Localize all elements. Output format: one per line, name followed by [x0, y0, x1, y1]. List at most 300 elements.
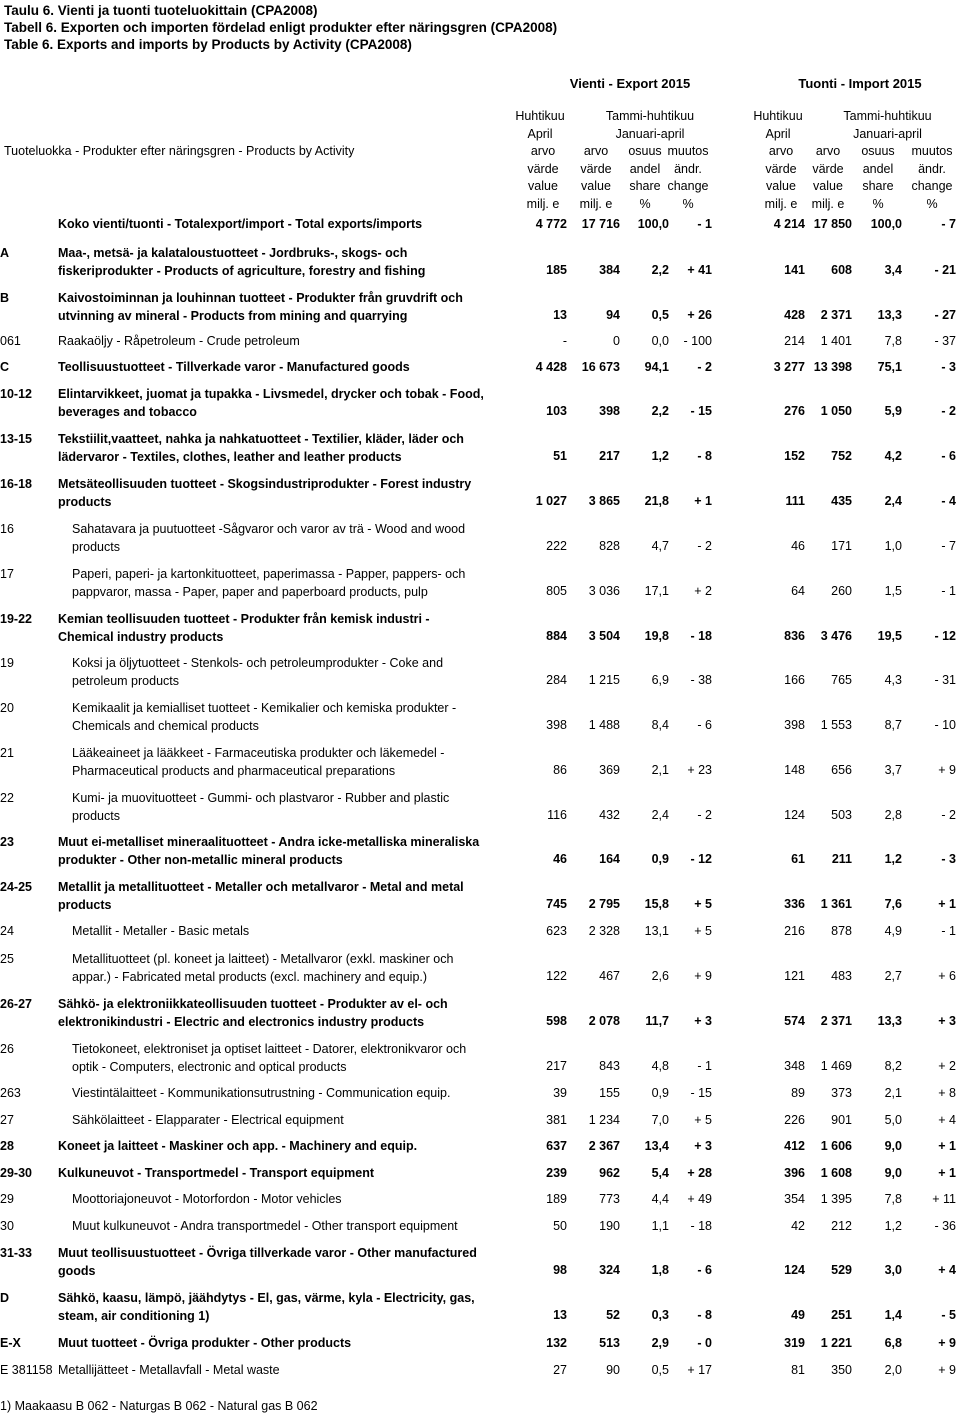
- row-value: 962: [599, 1166, 620, 1180]
- row-value: 348: [784, 1059, 805, 1073]
- row-value: 435: [831, 494, 852, 508]
- row-value: 2,2: [651, 404, 669, 418]
- row-value: + 4: [938, 1263, 956, 1277]
- row-value: 217: [546, 1059, 567, 1073]
- row-value: + 23: [687, 763, 712, 777]
- row-value: - 2: [697, 808, 712, 822]
- row-value: 103: [546, 404, 567, 418]
- export-month-header-line: April: [527, 126, 553, 141]
- row-value: 49: [791, 1308, 805, 1322]
- row-value: 1 027: [535, 494, 567, 508]
- row-value: 2 367: [588, 1139, 620, 1153]
- row-value: 116: [547, 808, 567, 822]
- row-value: 3,7: [884, 763, 902, 777]
- row-label: Sähkö, kaasu, lämpö, jäähdytys - El, gas, värme, kyla - Electricity, gas, steam, air conditioning 1): [58, 1291, 475, 1323]
- col-header-line: change: [911, 179, 953, 193]
- row-value: 513: [599, 1336, 620, 1350]
- export-month-header: [510, 108, 570, 143]
- row-code: E 381158: [0, 1363, 53, 1377]
- col-header-line: värde: [527, 161, 559, 176]
- row-label: Koko vienti/tuonti - Totalexport/import - Total exports/imports: [58, 217, 423, 231]
- row-value: 3 277: [773, 360, 805, 374]
- row-label: Metsäteollisuuden tuotteet - Skogsindustriprodukter - Forest industry products: [58, 477, 472, 509]
- footnote: 1) Maakaasu B 062 - Naturgas B 062 - Natural gas B 062: [0, 1399, 318, 1413]
- row-value: 8,2: [884, 1059, 902, 1073]
- row-value: 9,0: [884, 1166, 902, 1180]
- row-value: 16 673: [581, 360, 620, 374]
- row-value: + 5: [694, 1113, 712, 1127]
- row-value: - 8: [697, 1308, 712, 1322]
- row-value: 121: [784, 969, 805, 983]
- row-value: 42: [791, 1219, 805, 1233]
- row-value: 656: [831, 763, 852, 777]
- row-code: 29: [0, 1192, 14, 1206]
- row-value: + 41: [687, 263, 712, 277]
- row-value: 1 221: [820, 1336, 852, 1350]
- col-header-line: value: [581, 179, 611, 193]
- row-label: Muut teollisuustuotteet - Övriga tillverkade varor - Other manufactured goods: [58, 1246, 477, 1278]
- row-value: 98: [553, 1263, 567, 1277]
- row-code: 28: [0, 1139, 14, 1153]
- row-value: 2,4: [651, 808, 669, 822]
- col-header-line: värde: [765, 161, 797, 176]
- row-header: Tuoteluokka - Produkter efter näringsgren - Products by Activity: [4, 144, 355, 158]
- row-value: 1,2: [884, 852, 902, 866]
- row-value: - 8: [697, 449, 712, 463]
- row-value: + 1: [938, 1166, 956, 1180]
- row-value: - 5: [941, 1308, 956, 1322]
- row-code: 13-15: [0, 432, 32, 446]
- row-value: 0,9: [651, 852, 669, 866]
- row-code: 24: [0, 924, 14, 938]
- col-header-line: värde: [580, 161, 612, 176]
- row-value: 608: [831, 263, 852, 277]
- row-value: 2,6: [651, 969, 669, 983]
- row-value: - 21: [934, 263, 956, 277]
- row-value: 1 606: [820, 1139, 852, 1153]
- row-value: 4 214: [773, 217, 805, 231]
- row-value: 396: [784, 1166, 805, 1180]
- table-titles: [4, 2, 557, 53]
- row-value: - 15: [690, 404, 712, 418]
- row-value: + 28: [687, 1166, 712, 1180]
- row-value: 61: [791, 852, 805, 866]
- change-col-header: [658, 143, 718, 213]
- row-value: 50: [553, 1219, 567, 1233]
- row-value: 21,8: [644, 494, 669, 508]
- row-value: 164: [599, 852, 620, 866]
- row-value: 122: [546, 969, 567, 983]
- row-value: 319: [784, 1336, 805, 1350]
- row-label: Lääkeaineet ja lääkkeet - Farmaceutiska produkter och läkemedel - Pharmaceutical products and pharmaceutical preparations: [72, 746, 445, 778]
- row-value: - 10: [934, 718, 956, 732]
- row-value: 901: [831, 1113, 852, 1127]
- row-label: Sahatavara ja puutuotteet -Sågvaror och varor av trä - Wood and wood products: [72, 522, 466, 554]
- row-value: + 3: [694, 1014, 712, 1028]
- row-value: 171: [831, 539, 852, 553]
- row-code: 29-30: [0, 1166, 32, 1180]
- row-value: -: [562, 334, 567, 348]
- row-label: Kemikaalit ja kemialliset tuotteet - Kemikalier och kemiska produkter - Chemicals and chemical products: [72, 701, 457, 733]
- row-value: 15,8: [644, 897, 669, 911]
- row-value: - 15: [690, 1086, 712, 1100]
- row-value: 1 215: [588, 673, 620, 687]
- row-value: 152: [784, 449, 805, 463]
- row-value: 1 488: [588, 718, 620, 732]
- import-cum-header-line: Tammi-huhtikuu: [843, 109, 932, 123]
- row-value: 0,3: [651, 1308, 669, 1322]
- row-value: 4,7: [651, 539, 669, 553]
- row-value: 350: [831, 1363, 852, 1377]
- row-value: 336: [784, 897, 805, 911]
- export-cum-header: [580, 108, 720, 143]
- row-value: 2 795: [588, 897, 620, 911]
- row-code: 16-18: [0, 477, 32, 491]
- col-header-line: milj. e: [579, 196, 613, 211]
- row-value: 222: [546, 539, 567, 553]
- col-header-line: change: [667, 179, 709, 193]
- row-value: 5,9: [884, 404, 902, 418]
- row-label: Muut tuotteet - Övriga produkter - Other products: [58, 1336, 352, 1350]
- row-value: 7,0: [651, 1113, 669, 1127]
- row-value: + 4: [938, 1113, 956, 1127]
- row-label: Kulkuneuvot - Transportmedel - Transport equipment: [58, 1166, 375, 1180]
- row-value: 211: [831, 852, 852, 866]
- row-value: 260: [831, 584, 852, 598]
- row-value: 398: [599, 404, 620, 418]
- row-value: 398: [784, 718, 805, 732]
- import-cum-header-line: Januari-april: [853, 126, 922, 141]
- col-header-line: milj. e: [526, 196, 560, 211]
- row-value: 51: [553, 449, 567, 463]
- row-value: 46: [791, 539, 805, 553]
- row-code: 25: [0, 952, 14, 966]
- row-value: 1 395: [820, 1192, 852, 1206]
- title-fi: Taulu 6. Vienti ja tuonti tuoteluokittain (CPA2008): [4, 3, 318, 18]
- row-code: 17: [0, 567, 14, 581]
- row-value: 75,1: [877, 360, 902, 374]
- row-value: 132: [546, 1336, 567, 1350]
- row-value: 373: [831, 1086, 852, 1100]
- row-value: 100,0: [637, 217, 669, 231]
- row-code: 31-33: [0, 1246, 32, 1260]
- col-header-line: osuus: [861, 144, 895, 158]
- row-code: 061: [0, 334, 21, 348]
- row-code: 16: [0, 522, 14, 536]
- row-value: 598: [546, 1014, 567, 1028]
- row-value: - 12: [934, 629, 956, 643]
- row-value: 17 850: [813, 217, 852, 231]
- row-label: Viestintälaitteet - Kommunikationsutrustning - Communication equip.: [72, 1086, 451, 1100]
- row-value: 1 469: [820, 1059, 852, 1073]
- row-value: 2 078: [588, 1014, 620, 1028]
- row-value: 9,0: [884, 1139, 902, 1153]
- row-value: 4 428: [535, 360, 567, 374]
- row-value: 467: [599, 969, 620, 983]
- row-value: + 9: [938, 763, 956, 777]
- row-value: 773: [599, 1192, 620, 1206]
- export-cum-header-line: Januari-april: [615, 126, 685, 141]
- col-header-line: share: [629, 179, 661, 193]
- row-value: + 1: [938, 897, 956, 911]
- row-value: - 1: [941, 924, 956, 938]
- row-value: + 17: [687, 1363, 712, 1377]
- col-header-line: %: [872, 196, 884, 211]
- row-code: 26: [0, 1042, 14, 1056]
- row-value: - 2: [697, 539, 712, 553]
- row-value: + 9: [938, 1363, 956, 1377]
- row-value: 3 865: [588, 494, 620, 508]
- row-label: Metallituotteet (pl. koneet ja laitteet) - Metallvaror (exkl. maskiner och appar.) - Fabricated metal products (excl. machinery and equip.): [72, 952, 454, 984]
- row-value: 1,8: [651, 1263, 669, 1277]
- row-value: - 2: [941, 404, 956, 418]
- col-header-line: värde: [812, 161, 844, 176]
- row-value: 0,5: [651, 1363, 669, 1377]
- row-value: 190: [599, 1219, 620, 1233]
- row-value: 369: [599, 763, 620, 777]
- row-value: 39: [553, 1086, 567, 1100]
- row-value: + 11: [932, 1192, 956, 1206]
- row-value: + 9: [694, 969, 712, 983]
- row-value: 1 608: [820, 1166, 852, 1180]
- row-value: 843: [599, 1059, 620, 1073]
- row-value: 11,7: [645, 1014, 669, 1028]
- row-value: 1,2: [651, 449, 669, 463]
- row-value: + 6: [938, 969, 956, 983]
- row-value: 90: [606, 1363, 620, 1377]
- import-cum-header: [815, 108, 960, 143]
- row-code: 20: [0, 701, 14, 715]
- row-code: 19: [0, 656, 14, 670]
- row-value: - 4: [941, 494, 956, 508]
- row-value: 13: [553, 1308, 567, 1322]
- col-header-line: arvo: [815, 144, 841, 158]
- row-value: 0,5: [651, 308, 669, 322]
- row-value: - 1: [697, 1059, 712, 1073]
- row-value: 3,0: [884, 1263, 902, 1277]
- row-value: 2,1: [651, 763, 669, 777]
- row-label: Koneet ja laitteet - Maskiner och app. - Machinery and equip.: [58, 1139, 418, 1153]
- row-value: 111: [785, 494, 805, 508]
- row-value: - 2: [697, 360, 712, 374]
- row-code: 26-27: [0, 997, 32, 1011]
- import-group-header: Tuonti - Import 2015: [798, 76, 922, 91]
- row-value: - 7: [941, 539, 956, 553]
- row-value: 2,1: [884, 1086, 902, 1100]
- row-value: - 100: [683, 334, 712, 348]
- row-value: 100,0: [870, 217, 902, 231]
- row-code: C: [0, 360, 10, 374]
- row-value: 46: [553, 852, 567, 866]
- share-col-header: [848, 143, 908, 213]
- row-value: 124: [784, 808, 805, 822]
- col-header-line: muutos: [911, 144, 953, 158]
- row-value: 226: [784, 1113, 805, 1127]
- row-value: + 3: [694, 1139, 712, 1153]
- row-value: 432: [599, 808, 620, 822]
- row-value: + 1: [694, 494, 712, 508]
- row-value: - 31: [934, 673, 956, 687]
- row-value: - 27: [934, 308, 956, 322]
- col-header-line: value: [813, 179, 843, 193]
- row-value: 13,1: [644, 924, 669, 938]
- row-value: 2,9: [651, 1336, 669, 1350]
- row-label: Tekstiilit,vaatteet, nahka ja nahkatuotteet - Textilier, kläder, läder och lädervaror - Textiles, clothes, leather and leather products: [58, 432, 464, 464]
- row-value: 4,2: [884, 449, 902, 463]
- col-header-line: %: [682, 196, 694, 211]
- row-value: - 3: [941, 852, 956, 866]
- row-value: 574: [784, 1014, 805, 1028]
- row-value: + 3: [938, 1014, 956, 1028]
- row-value: 745: [546, 897, 567, 911]
- row-value: 0: [613, 334, 620, 348]
- row-value: - 12: [690, 852, 712, 866]
- row-code: 263: [0, 1086, 21, 1100]
- row-value: 19,5: [877, 629, 902, 643]
- row-value: 2,8: [884, 808, 902, 822]
- row-value: + 49: [687, 1192, 712, 1206]
- row-value: 166: [784, 673, 805, 687]
- row-label: Raakaöljy - Råpetroleum - Crude petroleum: [58, 334, 300, 348]
- row-value: 836: [784, 629, 805, 643]
- row-value: 6,8: [884, 1336, 902, 1350]
- row-value: 2 328: [588, 924, 620, 938]
- row-label: Sähkölaitteet - Elapparater - Electrical equipment: [72, 1113, 344, 1127]
- row-label: Teollisuustuotteet - Tillverkade varor - Manufactured goods: [58, 360, 410, 374]
- row-value: 2,4: [884, 494, 902, 508]
- row-value: 52: [606, 1308, 620, 1322]
- row-value: 805: [546, 584, 567, 598]
- row-value: + 2: [694, 584, 712, 598]
- title-en: Table 6. Exports and imports by Products by Activity (CPA2008): [4, 37, 412, 52]
- row-value: 3 036: [588, 584, 620, 598]
- change-col-header: [902, 143, 960, 213]
- row-label: Muut ei-metalliset mineraalituotteet - Andra icke-metalliska mineraliska produkter - Other non-metallic mineral products: [58, 835, 480, 867]
- row-value: - 3: [941, 360, 956, 374]
- col-header-line: arvo: [768, 144, 794, 158]
- row-value: 19,8: [644, 629, 669, 643]
- row-value: - 2: [941, 808, 956, 822]
- row-value: 17 716: [581, 217, 620, 231]
- row-value: 324: [599, 1263, 620, 1277]
- row-label: Moottoriajoneuvot - Motorfordon - Motor vehicles: [72, 1192, 342, 1206]
- row-value: 124: [784, 1263, 805, 1277]
- row-value: 189: [546, 1192, 567, 1206]
- row-value: 637: [546, 1139, 567, 1153]
- row-value: 86: [553, 763, 567, 777]
- row-value: 94: [606, 308, 620, 322]
- row-value: 0,9: [651, 1086, 669, 1100]
- col-header-line: andel: [862, 161, 894, 176]
- row-value: 1,5: [884, 584, 902, 598]
- row-value: 884: [546, 629, 567, 643]
- col-header-line: ändr.: [918, 161, 946, 176]
- row-value: 1 234: [588, 1113, 620, 1127]
- row-value: 4,3: [884, 673, 902, 687]
- row-value: 217: [599, 449, 620, 463]
- export-month-header-line: Huhtikuu: [515, 109, 565, 123]
- row-value: 765: [831, 673, 852, 687]
- row-value: - 6: [941, 449, 956, 463]
- row-value: - 36: [934, 1219, 956, 1233]
- row-value: 89: [791, 1086, 805, 1100]
- row-label: Paperi, paperi- ja kartonkituotteet, paperimassa - Papper, pappers- och pappvaror, massa - Paper, paper and paperboard products, pulp: [72, 567, 466, 599]
- col-header-line: andel: [629, 161, 661, 176]
- row-value: - 6: [697, 1263, 712, 1277]
- row-value: 239: [546, 1166, 567, 1180]
- row-label: Kaivostoiminnan ja louhinnan tuotteet - Produkter från gruvdrift och utvinning av mineral - Products from mining and quarrying: [58, 291, 463, 323]
- col-header-line: milj. e: [811, 196, 845, 211]
- row-value: 1,2: [884, 1219, 902, 1233]
- row-value: 216: [784, 924, 805, 938]
- row-value: 148: [784, 763, 805, 777]
- row-value: - 7: [941, 217, 956, 231]
- row-code: 27: [0, 1113, 14, 1127]
- row-value: 251: [831, 1308, 852, 1322]
- row-value: 752: [831, 449, 852, 463]
- row-label: Kemian teollisuuden tuotteet - Produkter från kemisk industri - Chemical industry products: [58, 612, 430, 644]
- row-value: 1 401: [820, 334, 852, 348]
- row-value: 94,1: [644, 360, 669, 374]
- row-value: 185: [546, 263, 567, 277]
- export-cum-header-line: Tammi-huhtikuu: [605, 109, 695, 123]
- col-header-line: %: [926, 196, 938, 211]
- row-value: 6,9: [651, 673, 669, 687]
- col-header-line: value: [766, 179, 796, 193]
- row-value: - 18: [690, 1219, 712, 1233]
- row-value: 64: [791, 584, 805, 598]
- title-sv: Tabell 6. Exporten och importen fördelad enligt produkter efter näringsgren (CPA2008): [4, 20, 558, 35]
- row-value: 13,4: [644, 1139, 669, 1153]
- row-label: Metallit ja metallituotteet - Metaller och metallvaror - Metal and metal products: [58, 880, 464, 912]
- row-value: 3 504: [588, 629, 620, 643]
- row-value: 381: [546, 1113, 567, 1127]
- row-value: 4,4: [651, 1192, 669, 1206]
- import-month-header-line: Huhtikuu: [753, 109, 803, 123]
- row-code: 19-22: [0, 612, 32, 626]
- row-value: 0,0: [651, 334, 669, 348]
- row-value: 7,8: [884, 334, 902, 348]
- row-value: 8,4: [651, 718, 669, 732]
- row-label: Muut kulkuneuvot - Andra transportmedel - Other transport equipment: [72, 1219, 458, 1233]
- row-value: - 1: [941, 584, 956, 598]
- row-value: 284: [546, 673, 567, 687]
- row-value: 17,1: [644, 584, 669, 598]
- row-value: 2,0: [884, 1363, 902, 1377]
- row-value: + 26: [687, 308, 712, 322]
- col-header-line: ändr.: [674, 161, 702, 176]
- row-value: + 8: [938, 1086, 956, 1100]
- row-code: D: [0, 1291, 10, 1305]
- row-code: E-X: [0, 1336, 21, 1350]
- row-value: 1 050: [820, 404, 852, 418]
- row-value: 13 398: [813, 360, 852, 374]
- col-header-line: arvo: [583, 144, 609, 158]
- row-label: Sähkö- ja elektroniikkateollisuuden tuotteet - Produkter av el- och elektronikindustri - Electric and electronics industry products: [58, 997, 448, 1029]
- row-value: 503: [831, 808, 852, 822]
- row-value: 623: [546, 924, 567, 938]
- row-label: Metallijätteet - Metallavfall - Metal waste: [58, 1363, 280, 1377]
- row-value: 398: [546, 718, 567, 732]
- row-value: - 37: [934, 334, 956, 348]
- row-value: 412: [784, 1139, 805, 1153]
- row-value: 7,6: [884, 897, 902, 911]
- row-value: 2,7: [884, 969, 902, 983]
- row-value: 529: [831, 1263, 852, 1277]
- row-label: Tietokoneet, elektroniset ja optiset laitteet - Datorer, elektronikvaror och optik - Computers, electronic and optical products: [72, 1042, 467, 1074]
- row-value: - 1: [697, 217, 712, 231]
- row-value: + 5: [694, 897, 712, 911]
